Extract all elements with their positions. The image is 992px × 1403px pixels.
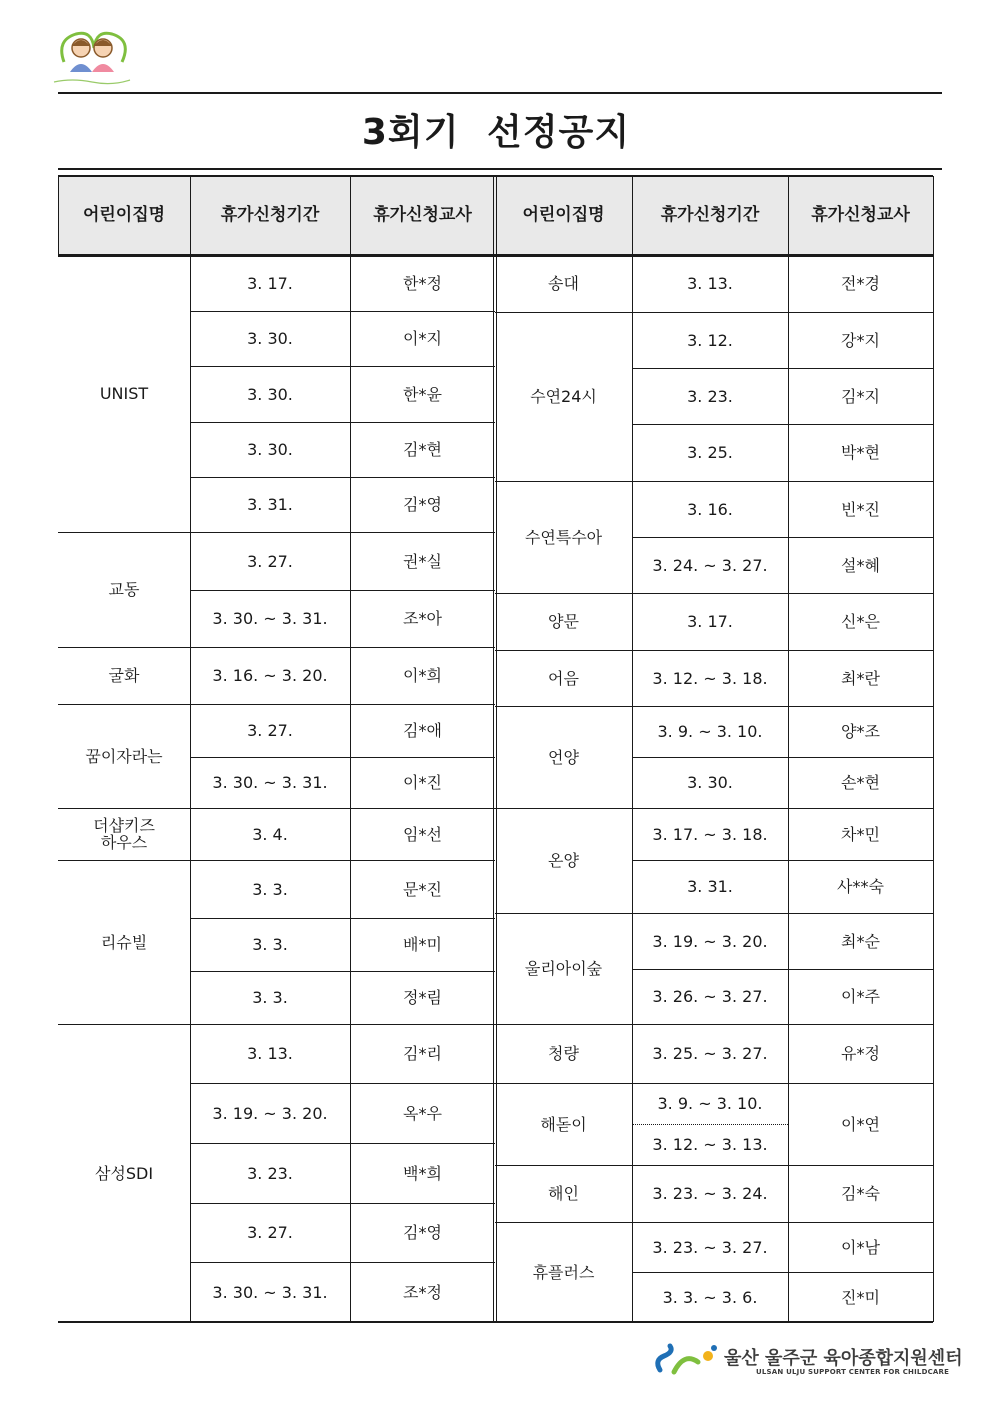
daycare-name: 해인 [548,1184,579,1203]
table-rule [190,176,191,1322]
table-rule [58,647,495,648]
table-rule [190,971,495,972]
leave-period: 3. 12. ~ 3. 13. [652,1135,768,1154]
leave-period: 3. 3. ~ 3. 6. [662,1287,758,1307]
table-rule [632,969,933,970]
teacher-name: 이*지 [403,329,442,348]
teacher-name: 차*민 [841,824,880,844]
teacher-name: 빈*진 [841,499,880,519]
leave-period: 3. 9. ~ 3. 10. [657,722,763,741]
leave-period: 3. 23. [687,386,733,406]
table-rule [190,311,495,312]
teacher-name: 최*순 [841,931,880,951]
leave-period: 3. 9. ~ 3. 10. [657,1094,763,1113]
teacher-name: 이*주 [841,987,880,1006]
column-header: 휴가신청기간 [660,205,760,225]
teacher-name: 김*지 [841,386,880,406]
teacher-name: 전*경 [841,274,880,293]
table-rule [190,477,495,478]
table-rule [58,860,495,861]
leave-period: 3. 31. [687,877,733,896]
leave-period: 3. 23. ~ 3. 24. [652,1184,768,1203]
daycare-name: 어음 [548,668,579,688]
leave-period: 3. 31. [247,495,293,514]
teacher-name: 김*숙 [841,1184,880,1203]
table-rule [190,1262,495,1263]
column-header: 휴가신청기간 [220,205,320,225]
teacher-name: 최*란 [841,668,880,688]
column-header: 어린이집명 [522,205,605,225]
table-rule [58,808,495,809]
teacher-name: 한*정 [403,273,442,293]
table-rule [495,593,933,594]
teacher-name: 김*리 [403,1044,442,1063]
table-rule [190,1203,495,1204]
table-rule [632,1124,788,1125]
table-rule [495,1222,933,1223]
column-header: 휴가신청교사 [811,205,910,225]
leave-period: 3. 24. ~ 3. 27. [652,555,768,575]
column-header: 어린이집명 [82,205,166,225]
leave-period: 3. 17. ~ 3. 18. [652,824,768,844]
center-name-english: ULSAN ULJU SUPPORT CENTER FOR CHILDCARE [756,1368,950,1376]
teacher-name: 강*지 [841,330,880,350]
daycare-name: UNIST [99,384,149,403]
leave-period: 3. 26. ~ 3. 27. [652,987,768,1006]
daycare-name: 해돋이 [540,1114,587,1134]
teacher-name: 이*남 [841,1237,880,1257]
teacher-name: 권*실 [403,551,442,571]
page-title: 3회기 선정공지 [361,112,631,153]
teacher-name: 유*정 [841,1044,880,1063]
teacher-name: 박*현 [841,443,880,462]
daycare-name: 꿈이자라는 [85,746,163,766]
teacher-name: 진*미 [841,1287,880,1307]
table-rule [632,176,633,1322]
table-rule [632,757,933,758]
leave-period: 3. 30. [247,440,293,459]
table-rule [632,1272,933,1273]
leave-period: 3. 25. ~ 3. 27. [652,1044,768,1063]
teacher-name: 김*영 [403,495,442,514]
teacher-name: 설*혜 [841,555,880,575]
column-header: 휴가신청교사 [373,205,472,225]
leave-period: 3. 27. [247,721,293,740]
leave-period: 3. 12. [687,330,733,350]
teacher-name: 정*림 [403,988,442,1007]
table-rule [632,860,933,861]
table-rule [350,176,351,1322]
teacher-name: 옥*우 [403,1103,442,1123]
daycare-name: 굴화 [108,666,140,685]
teacher-name: 조*정 [403,1282,442,1302]
teacher-name: 이*희 [403,666,442,685]
leave-period: 3. 27. [247,1223,293,1242]
table-rule [190,1083,495,1084]
table-rule [632,537,933,538]
teacher-name: 양*조 [841,722,880,741]
daycare-name: 수연24시 [530,387,597,406]
table-rule [190,590,495,591]
teacher-name: 임*선 [403,824,442,844]
table-rule [495,808,933,809]
leave-period: 3. 17. [687,612,733,631]
daycare-name: 교동 [108,580,140,599]
daycare-name: 수연특수아 [524,527,603,547]
teacher-name: 신*은 [841,612,880,631]
daycare-name: 온양 [548,851,579,870]
table-rule [496,176,497,1322]
leave-period: 3. 13. [687,274,733,293]
leave-period: 3. 13. [247,1044,293,1063]
daycare-name: 삼성SDI [94,1163,154,1183]
leave-period: 3. 27. [247,551,293,571]
leave-period: 3. 16. ~ 3. 20. [212,666,328,685]
table-rule [495,1165,933,1166]
teacher-name: 조*아 [403,609,442,628]
teacher-name: 백*희 [403,1163,442,1183]
leave-period: 3. 17. [247,273,293,293]
leave-period: 3. 30. [687,773,733,792]
table-rule [190,918,495,919]
teacher-name: 배*미 [403,935,442,954]
table-rule [495,1083,933,1084]
daycare-name: 양문 [548,612,579,631]
daycare-name: 울리아이숲 [524,959,603,978]
leave-period: 3. 23. ~ 3. 27. [652,1237,768,1257]
table-rule [495,650,933,651]
leave-period: 3. 12. ~ 3. 18. [652,668,768,688]
leave-period: 3. 4. [252,824,288,844]
table-rule [58,1024,495,1025]
teacher-name: 문*진 [403,879,442,899]
daycare-name: 청량 [548,1044,579,1063]
table-rule [58,532,495,533]
table-rule [495,913,933,914]
table-rule [495,312,933,313]
center-name: 울산 울주군 육아종합지원센터 [724,1348,963,1369]
teacher-name: 이*연 [841,1114,880,1134]
leave-period: 3. 3. [252,935,288,954]
daycare-name: 송대 [548,274,579,293]
leave-period: 3. 30. ~ 3. 31. [212,1282,328,1302]
table-rule [190,366,495,367]
teacher-name: 김*애 [403,721,442,740]
leave-period: 3. 19. ~ 3. 20. [212,1103,328,1123]
daycare-name: 휴플러스 [532,1262,595,1282]
daycare-name: 언양 [548,747,579,767]
leave-period: 3. 19. ~ 3. 20. [652,931,768,951]
teacher-name: 한*윤 [403,384,442,404]
teacher-name: 김*영 [403,1223,442,1242]
leave-period: 3. 23. [247,1163,293,1183]
leave-period: 3. 16. [687,499,733,519]
daycare-name: 더샵키즈 하우스 [93,816,155,852]
table-rule [493,176,494,1322]
leave-period: 3. 30. [247,384,293,404]
leave-period: 3. 30. [247,329,293,348]
table-rule [933,176,934,1322]
leave-period: 3. 30. ~ 3. 31. [212,609,328,628]
teacher-name: 김*현 [403,440,442,459]
table-rule [495,1024,933,1025]
leave-period: 3. 3. [252,879,288,899]
table-rule [58,176,59,255]
leave-period: 3. 3. [252,988,288,1007]
leave-period: 3. 30. ~ 3. 31. [212,773,328,792]
daycare-name: 리슈빌 [100,932,148,952]
table-rule [632,424,933,425]
table-rule [190,1143,495,1144]
table-rule [632,368,933,369]
teacher-name: 이*진 [403,773,442,792]
table-rule [495,706,933,707]
teacher-name: 손*현 [841,773,880,792]
teacher-name: 사**숙 [837,877,884,896]
table-rule [788,176,789,1322]
table-rule [190,757,495,758]
leave-period: 3. 25. [687,443,733,462]
table-rule [58,704,495,705]
table-rule [190,422,495,423]
table-rule [495,481,933,482]
